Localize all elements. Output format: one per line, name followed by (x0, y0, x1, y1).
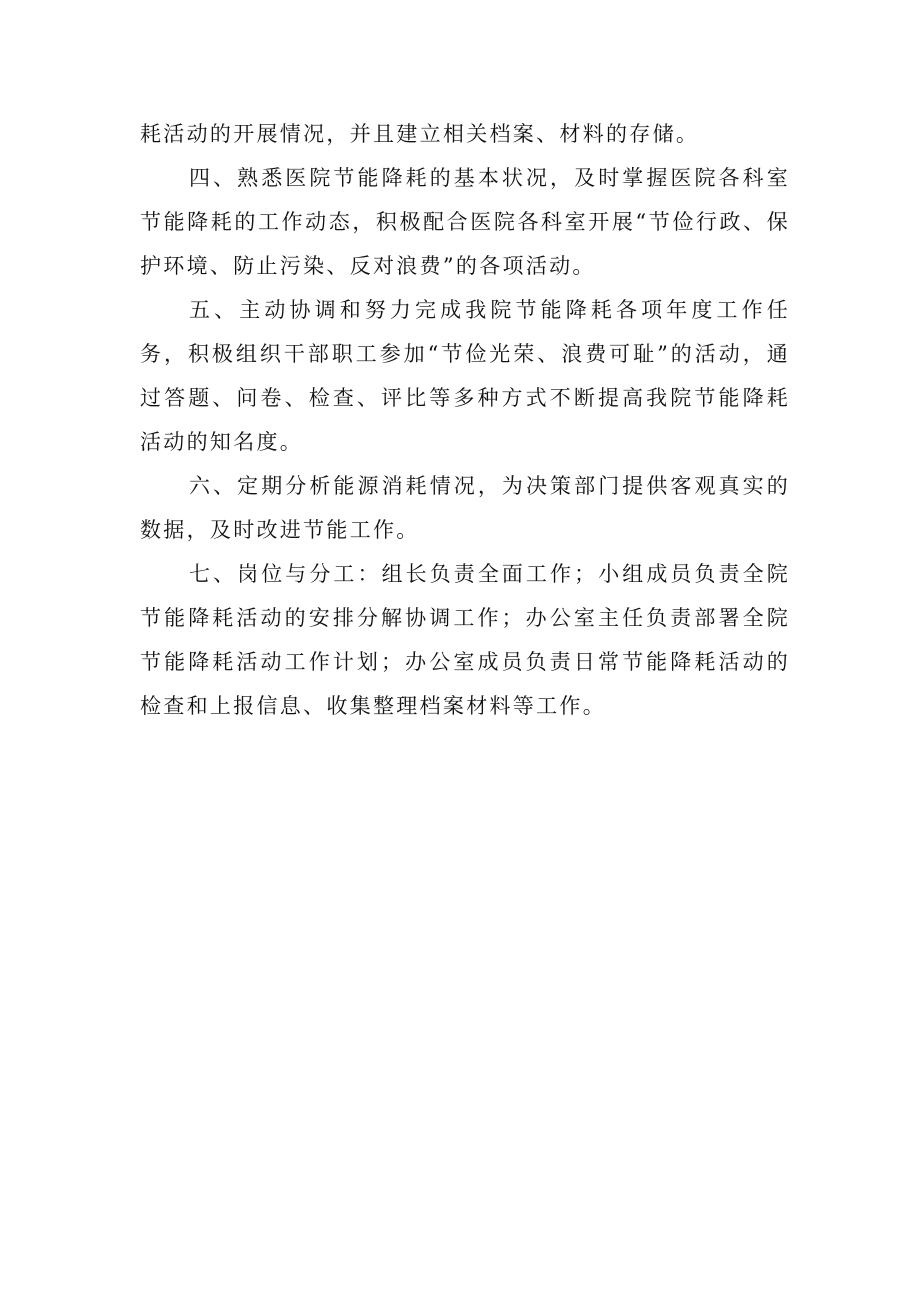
paragraph-item-5: 五、主动协调和努力完成我院节能降耗各项年度工作任务，积极组织干部职工参加“节俭光荣、浪费可耻”的活动，通过答题、问卷、检查、评比等多种方式不断提高我院节能降耗活动的知名度。 (140, 298, 790, 454)
paragraph-continuation: 耗活动的开展情况，并且建立相关档案、材料的存储。 (140, 122, 700, 146)
document-body (140, 112, 790, 728)
paragraph-item-6: 六、定期分析能源消耗情况，为决策部门提供客观真实的数据，及时改进节能工作。 (140, 474, 790, 542)
paragraph-item-4: 四、熟悉医院节能降耗的基本状况，及时掌握医院各科室节能降耗的工作动态，积极配合医院各科室开展“节俭行政、保护环境、防止污染、反对浪费”的各项活动。 (140, 166, 790, 278)
paragraph-item-7: 七、岗位与分工：组长负责全面工作；小组成员负责全院节能降耗活动的安排分解协调工作；办公室主任负责部署全院节能降耗活动工作计划；办公室成员负责日常节能降耗活动的检查和上报信息、收集整理档案材料等工作。 (140, 562, 790, 718)
